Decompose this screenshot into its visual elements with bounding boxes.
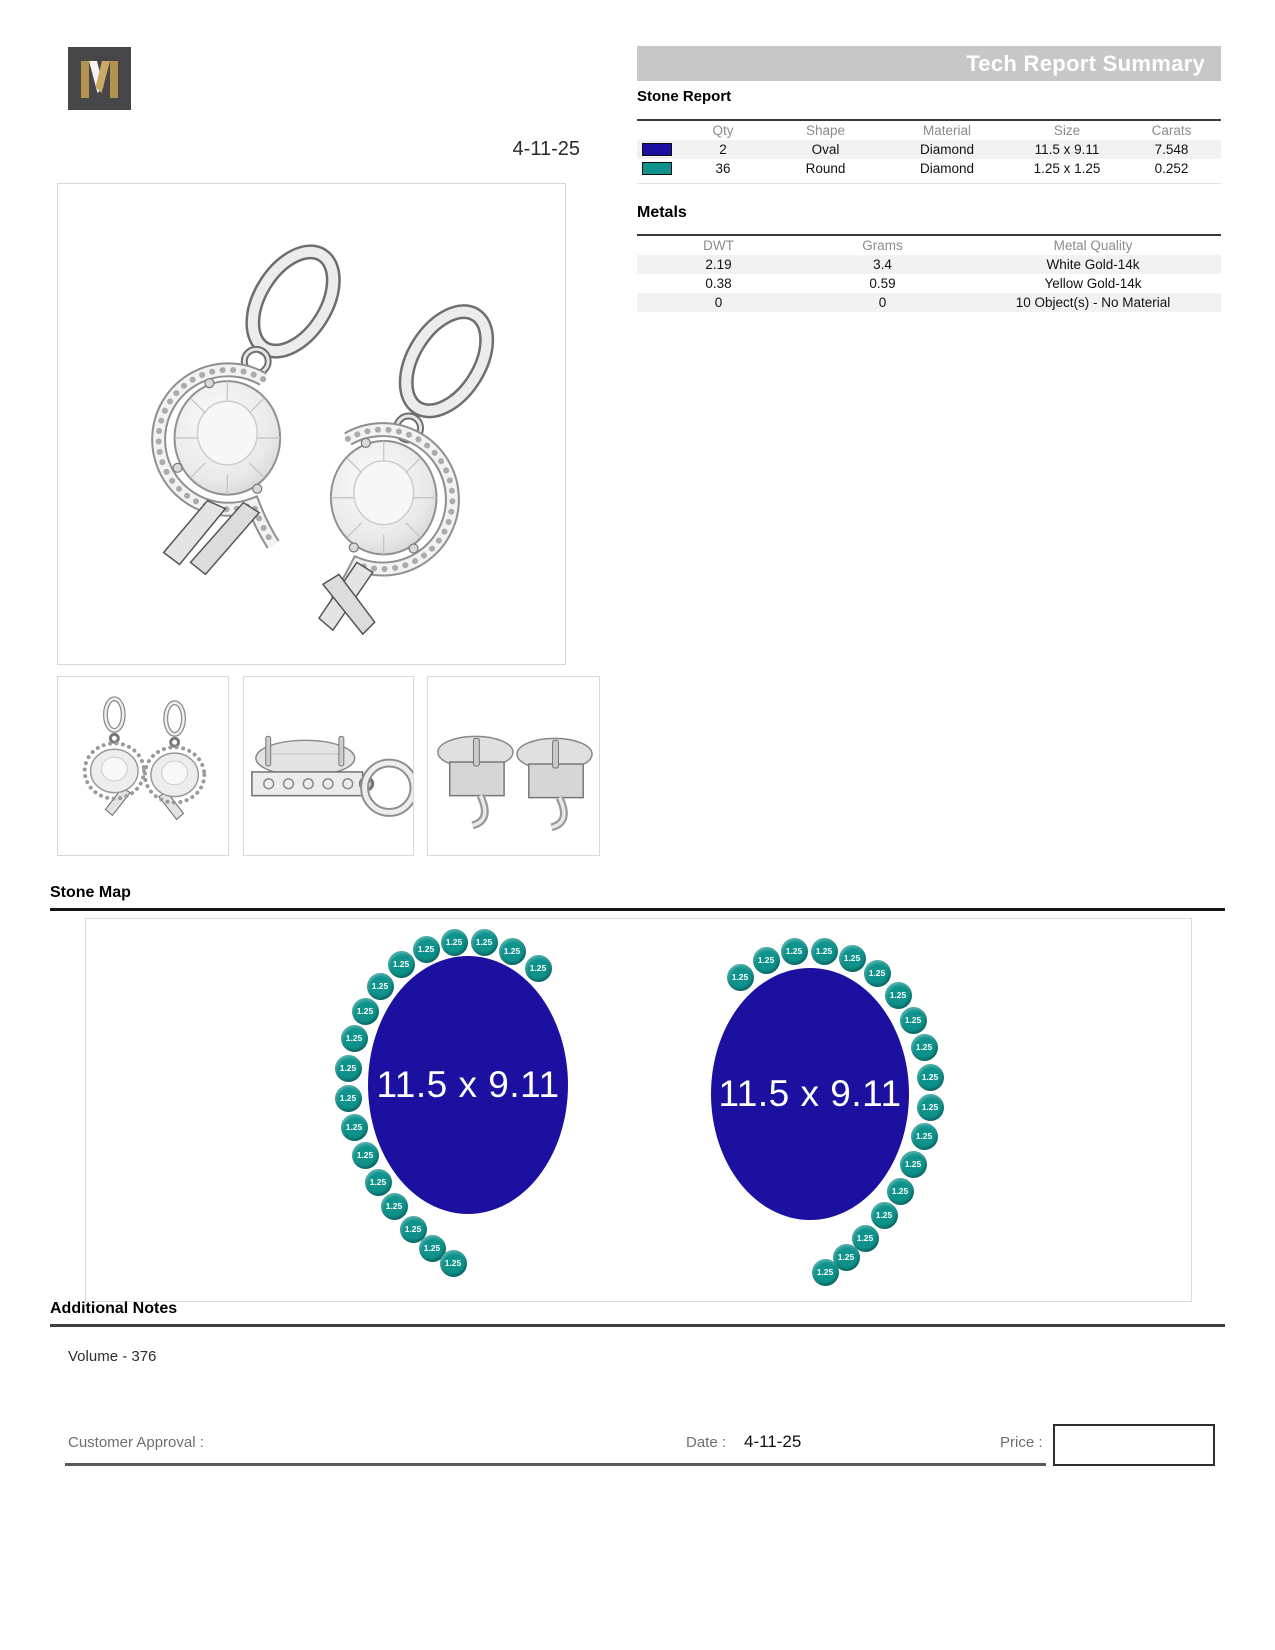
halo-stone: 1.25 [471, 929, 498, 956]
additional-notes-heading: Additional Notes [50, 1300, 178, 1317]
halo-stone: 1.25 [900, 1151, 927, 1178]
metals-table [637, 234, 1221, 312]
cell-carats: 7.548 [1154, 142, 1189, 157]
stone-color-swatch [642, 162, 672, 175]
cell-material: Diamond [919, 142, 975, 157]
cell-grams: 0.59 [869, 276, 896, 291]
col-size: Size [1053, 123, 1081, 138]
volume-note: Volume - 376 [68, 1348, 157, 1365]
cell-shape: Oval [811, 142, 840, 157]
logo-m-icon [68, 47, 131, 110]
thumbnail-perspective-view [427, 676, 600, 856]
date-value: 4-11-25 [744, 1432, 802, 1451]
halo-stone: 1.25 [441, 929, 468, 956]
metals-header-row [637, 236, 1221, 255]
cell-size: 11.5 x 9.11 [1034, 142, 1100, 157]
report-date: 4-11-25 [512, 138, 580, 160]
table-row [637, 274, 1221, 293]
price-input-box[interactable] [1053, 1424, 1215, 1466]
col-qty: Qty [712, 123, 734, 138]
earring-right [319, 297, 503, 634]
halo-stone: 1.25 [781, 938, 808, 965]
halo-stone: 1.25 [833, 1244, 860, 1271]
cell-qty: 36 [715, 161, 731, 176]
thumbnail-side-view [243, 676, 414, 856]
halo-stone: 1.25 [381, 1193, 408, 1220]
halo-stone: 1.25 [413, 936, 440, 963]
halo-stone: 1.25 [388, 951, 415, 978]
col-dwt: DWT [703, 238, 734, 253]
halo-stone: 1.25 [887, 1178, 914, 1205]
cell-dwt: 0 [714, 295, 723, 310]
col-shape: Shape [805, 123, 846, 138]
cell-qty: 2 [719, 142, 727, 157]
center-stone-oval [711, 968, 909, 1220]
table-bottom-rule [637, 183, 1221, 184]
halo-stone: 1.25 [753, 947, 780, 974]
halo-stone: 1.25 [911, 1123, 938, 1150]
stone-report-table [637, 119, 1221, 184]
table-row [637, 159, 1221, 178]
cell-material: Diamond [919, 161, 975, 176]
stone-color-swatch-cell [637, 143, 677, 156]
cell-dwt: 0.38 [705, 276, 732, 291]
main-render-box [57, 183, 566, 665]
company-logo [68, 47, 131, 110]
earring-left [159, 238, 350, 575]
halo-stone: 1.25 [365, 1169, 392, 1196]
center-stone-size-label: 11.5 x 9.11 [376, 1064, 560, 1105]
halo-stone: 1.25 [341, 1025, 368, 1052]
center-stone-size-label: 11.5 x 9.11 [718, 1073, 902, 1114]
stone-report-header-row [637, 121, 1221, 140]
thumbnail-front-view [57, 676, 229, 856]
cell-carats: 0.252 [1154, 161, 1189, 176]
halo-stone: 1.25 [871, 1202, 898, 1229]
cell-shape: Round [805, 161, 846, 176]
halo-stone: 1.25 [525, 955, 552, 982]
signature-line [65, 1463, 1046, 1466]
metals-heading: Metals [637, 204, 687, 221]
cell-quality: 10 Object(s) - No Material [1015, 295, 1171, 310]
halo-stone: 1.25 [900, 1007, 927, 1034]
report-title: Tech Report Summary [966, 51, 1205, 76]
halo-stone: 1.25 [911, 1034, 938, 1061]
halo-stone: 1.25 [440, 1250, 467, 1277]
halo-stone: 1.25 [852, 1225, 879, 1252]
col-carats: Carats [1151, 123, 1192, 138]
halo-stone: 1.25 [499, 938, 526, 965]
halo-stone: 1.25 [727, 964, 754, 991]
halo-stone: 1.25 [341, 1114, 368, 1141]
table-row [637, 255, 1221, 274]
halo-stone: 1.25 [864, 960, 891, 987]
stone-color-swatch-cell [637, 162, 677, 175]
halo-stone: 1.25 [419, 1235, 446, 1262]
halo-stone: 1.25 [885, 982, 912, 1009]
cell-quality: White Gold-14k [1046, 257, 1140, 272]
customer-approval-label: Customer Approval : [68, 1434, 204, 1451]
cell-grams: 3.4 [873, 257, 892, 272]
halo-stone: 1.25 [812, 1259, 839, 1286]
table-row [637, 293, 1221, 312]
col-quality: Metal Quality [1053, 238, 1133, 253]
report-title-bar [637, 46, 1221, 81]
date-label: Date : [686, 1434, 727, 1451]
price-label: Price : [1000, 1434, 1043, 1451]
table-row [637, 140, 1221, 159]
halo-stone: 1.25 [917, 1094, 944, 1121]
cell-dwt: 2.19 [705, 257, 732, 272]
stone-report-heading: Stone Report [637, 88, 732, 105]
additional-notes-rule [50, 1324, 1225, 1327]
thumbnail-perspective-view-image [428, 677, 599, 855]
thumbnail-front-view-image [58, 677, 228, 855]
halo-stone: 1.25 [811, 938, 838, 965]
halo-stone: 1.25 [335, 1055, 362, 1082]
stone-color-swatch [642, 143, 672, 156]
thumbnail-side-view-image [244, 677, 413, 855]
halo-stone: 1.25 [352, 1142, 379, 1169]
col-material: Material [922, 123, 971, 138]
halo-stone: 1.25 [839, 945, 866, 972]
earrings-render-image [58, 184, 565, 664]
halo-stone: 1.25 [335, 1085, 362, 1112]
cell-quality: Yellow Gold-14k [1044, 276, 1142, 291]
halo-stone: 1.25 [400, 1216, 427, 1243]
cell-grams: 0 [878, 295, 887, 310]
halo-stone: 1.25 [917, 1064, 944, 1091]
halo-stone: 1.25 [352, 998, 379, 1025]
halo-stone: 1.25 [367, 973, 394, 1000]
center-stone-oval [368, 956, 568, 1214]
stone-map-heading: Stone Map [50, 884, 131, 901]
cell-size: 1.25 x 1.25 [1033, 161, 1101, 176]
stone-map-canvas [85, 918, 1192, 1302]
stone-map-rule [50, 908, 1225, 911]
col-grams: Grams [862, 238, 903, 253]
